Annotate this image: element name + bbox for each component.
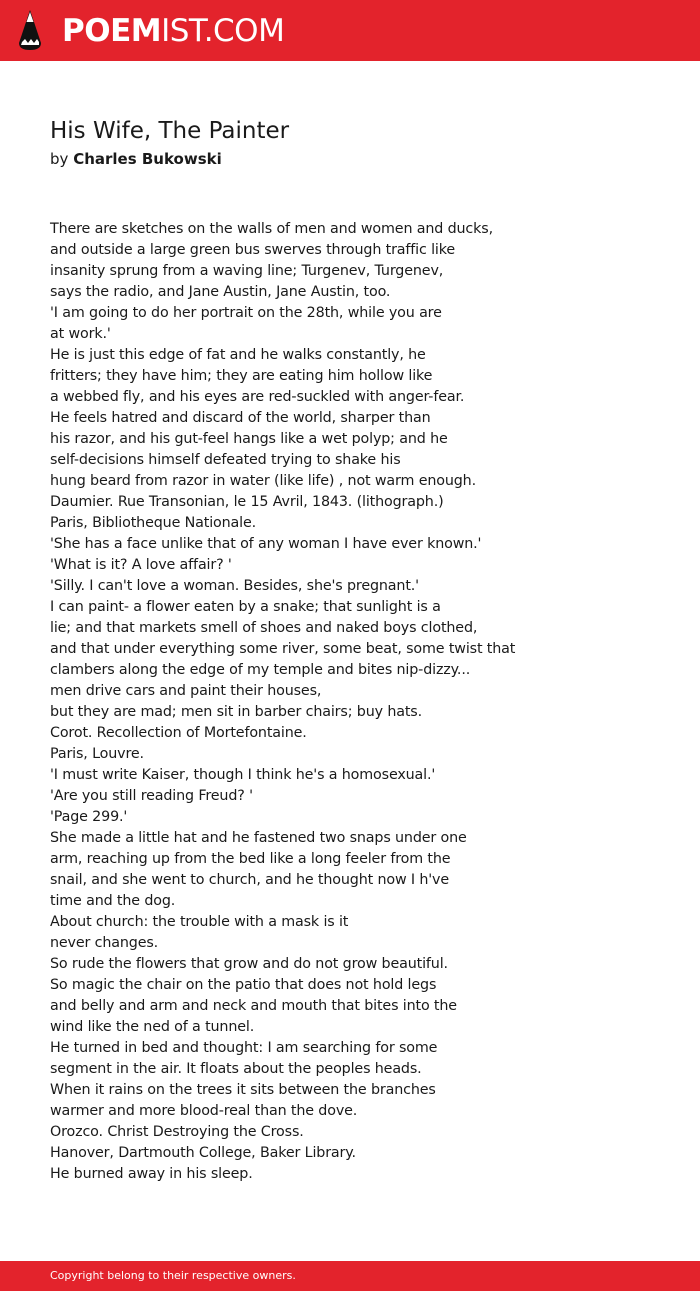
poem-line: She made a little hat and he fastened two snaps under one <box>50 830 467 846</box>
copyright-text: Copyright belong to their respective owners. <box>50 1269 296 1282</box>
poem-line: 'Are you still reading Freud? ' <box>50 788 253 804</box>
poem-line: segment in the air. It floats about the peoples heads. <box>50 1061 422 1077</box>
logo-text-bold: POEM <box>62 13 162 49</box>
poem-line: and outside a large green bus swerves through traffic like <box>50 242 456 258</box>
poem-title: His Wife, The Painter <box>50 118 290 144</box>
poem-line: a webbed fly, and his eyes are red-suckled with anger-fear. <box>50 389 465 405</box>
poem-line: arm, reaching up from the bed like a long feeler from the <box>50 851 451 867</box>
poem-line: He turned in bed and thought: I am searching for some <box>50 1040 438 1056</box>
poem-line: 'Page 299.' <box>50 809 128 825</box>
poem-line: Hanover, Dartmouth College, Baker Library. <box>50 1145 356 1161</box>
poem-line: warmer and more blood-real than the dove. <box>50 1103 358 1119</box>
poem-byline <box>50 149 222 169</box>
poem-line: at work.' <box>50 326 111 342</box>
author-name[interactable]: Charles Bukowski <box>73 150 222 168</box>
poem-line: I can paint- a flower eaten by a snake; that sunlight is a <box>50 599 441 615</box>
poem-line: Paris, Bibliotheque Nationale. <box>50 515 257 531</box>
site-footer <box>0 1261 700 1291</box>
poem-line: 'I must write Kaiser, though I think he's a homosexual.' <box>50 767 436 783</box>
poem-line: 'She has a face unlike that of any woman I have ever known.' <box>50 536 482 552</box>
poem-line: When it rains on the trees it sits between the branches <box>50 1082 436 1098</box>
poem-line: Paris, Louvre. <box>50 746 144 762</box>
poem-line: He is just this edge of fat and he walks constantly, he <box>50 347 426 363</box>
poem-line: So magic the chair on the patio that does not hold legs <box>50 977 437 993</box>
poem-line: So rude the flowers that grow and do not grow beautiful. <box>50 956 448 972</box>
poem-line: self-decisions himself defeated trying to shake his <box>50 452 401 468</box>
poem-line: 'Silly. I can't love a woman. Besides, she's pregnant.' <box>50 578 419 594</box>
logo-text-light: IST.COM <box>161 13 285 49</box>
poem-line: and belly and arm and neck and mouth that bites into the <box>50 998 457 1014</box>
poem-line: Corot. Recollection of Mortefontaine. <box>50 725 307 741</box>
poem-line: but they are mad; men sit in barber chairs; buy hats. <box>50 704 422 720</box>
poem-line: never changes. <box>50 935 159 951</box>
poem-line: hung beard from razor in water (like life) , not warm enough. <box>50 473 476 489</box>
poem-line: 'I am going to do her portrait on the 28th, while you are <box>50 305 442 321</box>
poem-line: Orozco. Christ Destroying the Cross. <box>50 1124 304 1140</box>
poem-line: 'What is it? A love affair? ' <box>50 557 232 573</box>
poem-line: men drive cars and paint their houses, <box>50 683 322 699</box>
poem-line: time and the dog. <box>50 893 176 909</box>
poem-line: wind like the ned of a tunnel. <box>50 1019 255 1035</box>
poem-line: clambers along the edge of my temple and bites nip-dizzy... <box>50 662 471 678</box>
poem-line: He feels hatred and discard of the world, sharper than <box>50 410 431 426</box>
poem-line: snail, and she went to church, and he thought now I h've <box>50 872 450 888</box>
poem-line: About church: the trouble with a mask is it <box>50 914 349 930</box>
poem-line: fritters; they have him; they are eating him hollow like <box>50 368 433 384</box>
poem-line: says the radio, and Jane Austin, Jane Austin, too. <box>50 284 391 300</box>
poem-line: and that under everything some river, some beat, some twist that <box>50 641 516 657</box>
poem-line: There are sketches on the walls of men and women and ducks, <box>50 221 493 237</box>
poem-line: lie; and that markets smell of shoes and naked boys clothed, <box>50 620 478 636</box>
site-header <box>0 0 700 61</box>
poem-body <box>50 219 670 1185</box>
poem-line: his razor, and his gut-feel hangs like a wet polyp; and he <box>50 431 448 447</box>
poem-line: Daumier. Rue Transonian, le 15 Avril, 1843. (lithograph.) <box>50 494 444 510</box>
poem-line: insanity sprung from a waving line; Turgenev, Turgenev, <box>50 263 444 279</box>
poem-line: He burned away in his sleep. <box>50 1166 253 1182</box>
byline-prefix: by <box>50 150 69 168</box>
pencil-tip-icon[interactable] <box>17 9 43 51</box>
site-logo[interactable] <box>62 12 284 50</box>
